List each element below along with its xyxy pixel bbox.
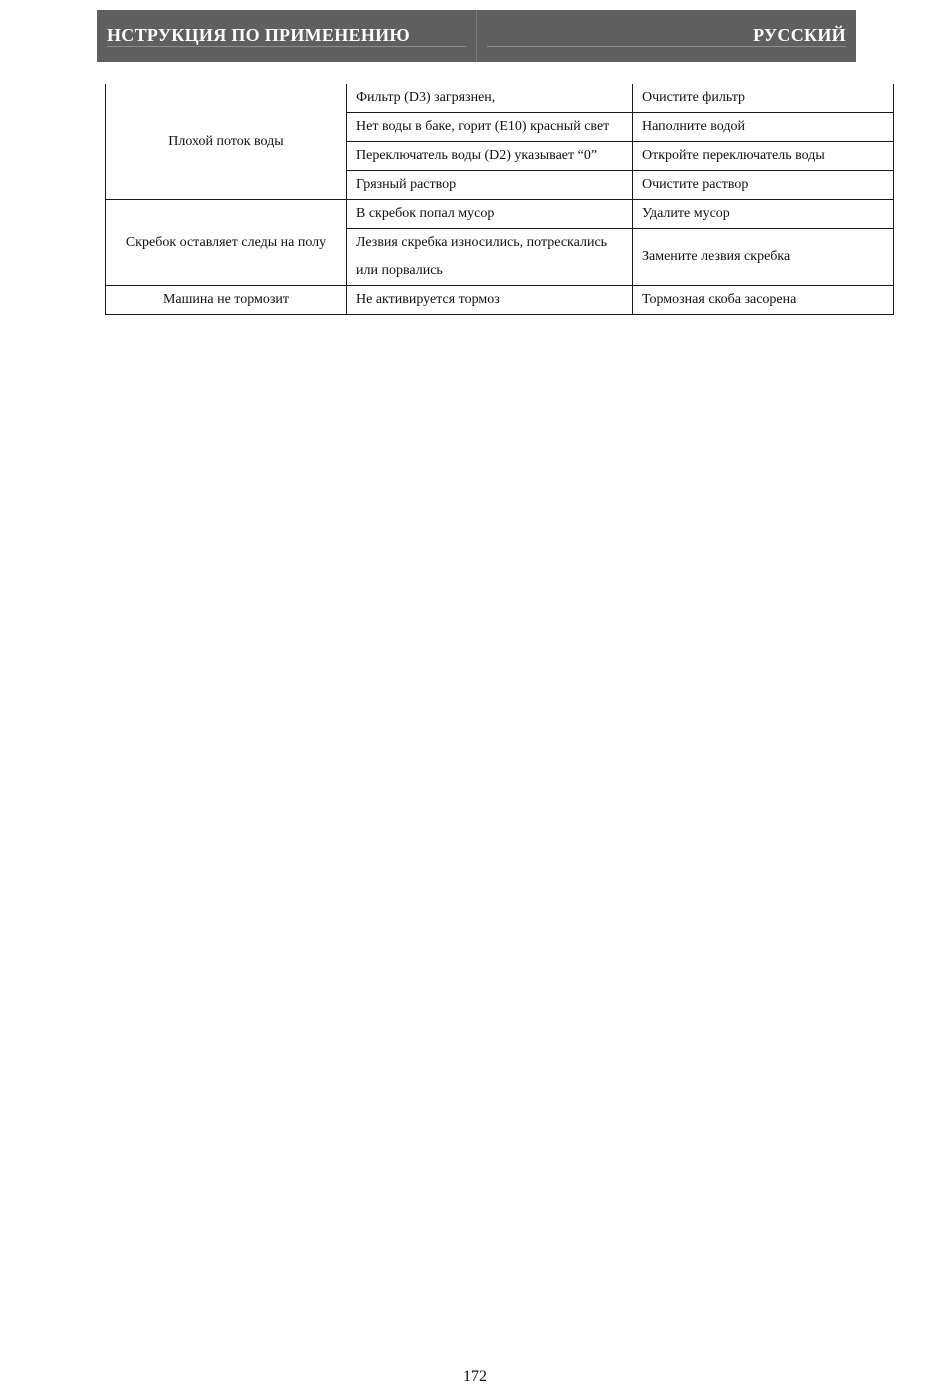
header-underline (487, 46, 846, 47)
language-label: РУССКИЙ (753, 25, 846, 45)
cause-cell: Лезвия скребка износились, потрескались или порвались (347, 229, 633, 286)
troubleshooting-table (105, 84, 894, 315)
table-row (106, 84, 894, 113)
header-left-panel (97, 10, 477, 62)
table-row (106, 286, 894, 315)
header-underline (107, 46, 466, 47)
document-title: НСТРУКЦИЯ ПО ПРИМЕНЕНИЮ (107, 25, 410, 45)
problem-cell: Машина не тормозит (106, 286, 347, 315)
cause-cell: Переключатель воды (D2) указывает “0” (347, 142, 633, 171)
solution-cell: Очистите фильтр (633, 84, 894, 113)
cause-cell: Фильтр (D3) загрязнен, (347, 84, 633, 113)
solution-cell: Тормозная скоба засорена (633, 286, 894, 315)
solution-cell: Удалите мусор (633, 200, 894, 229)
table-row (106, 200, 894, 229)
cause-cell: В скребок попал мусор (347, 200, 633, 229)
page-header (97, 10, 856, 62)
problem-cell: Плохой поток воды (106, 84, 347, 200)
header-right-panel (477, 10, 856, 62)
solution-cell: Очистите раствор (633, 171, 894, 200)
solution-cell: Откройте переключатель воды (633, 142, 894, 171)
cause-cell: Нет воды в баке, горит (E10) красный свет (347, 113, 633, 142)
solution-cell: Замените лезвия скребка (633, 229, 894, 286)
cause-cell: Не активируется тормоз (347, 286, 633, 315)
page-number: 172 (463, 1368, 487, 1385)
cause-cell: Грязный раствор (347, 171, 633, 200)
solution-cell: Наполните водой (633, 113, 894, 142)
problem-cell: Скребок оставляет следы на полу (106, 200, 347, 286)
